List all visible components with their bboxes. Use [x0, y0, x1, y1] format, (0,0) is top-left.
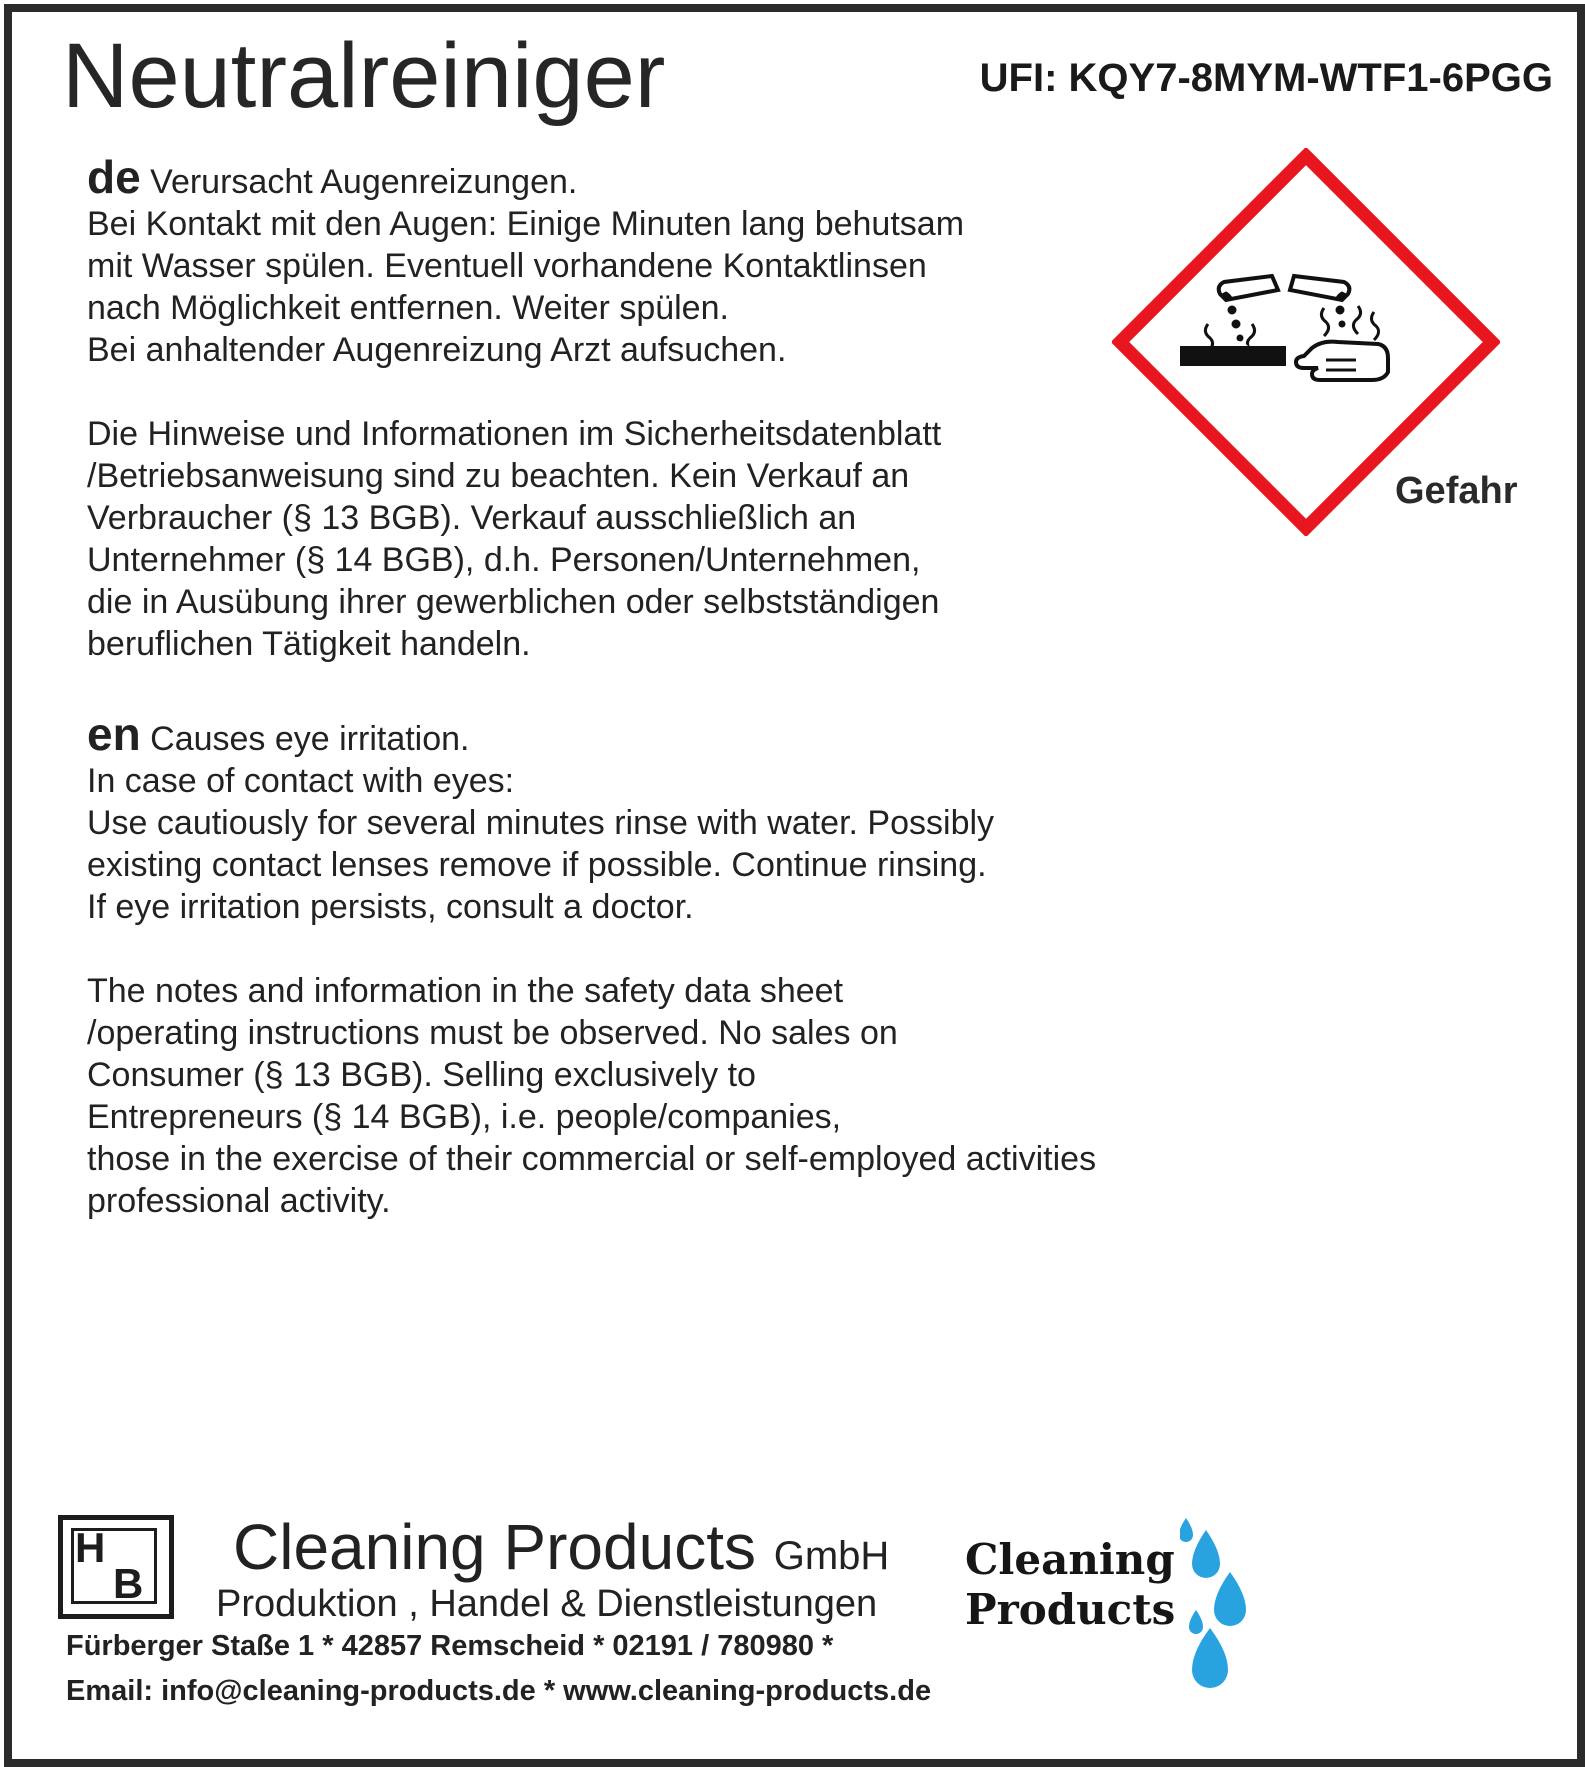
german-line-12: beruflichen Tätigkeit handeln. [87, 625, 531, 663]
german-line-3: mit Wasser spülen. Eventuell vorhandene Kontaktlinsen [87, 247, 927, 285]
english-line-2: In case of contact with eyes: [87, 762, 515, 800]
company-address: Fürberger Staße 1 * 42857 Remscheid * 02191 / 780980 * [66, 1630, 834, 1662]
german-line-5: Bei anhaltender Augenreizung Arzt aufsuchen. [87, 331, 787, 369]
company-suffix: GmbH [773, 1534, 890, 1578]
english-section [87, 708, 1097, 1222]
signal-word: Gefahr [1395, 470, 1518, 512]
english-line-1: en Causes eye irritation. [87, 708, 470, 760]
logo-line-1: Cleaning [965, 1535, 1175, 1584]
german-line-1: de Verursacht Augenreizungen. [87, 151, 578, 203]
german-line-4: nach Möglichkeit entfernen. Weiter spülen. [87, 289, 729, 327]
product-title: Neutralreiniger [62, 25, 666, 127]
english-line-9: Consumer (§ 13 BGB). Selling exclusively to [87, 1056, 756, 1094]
english-line-5: If eye irritation persists, consult a doctor. [87, 888, 694, 926]
ufi-code: UFI: KQY7-8MYM-WTF1-6PGG [979, 56, 1553, 100]
german-line-2: Bei Kontakt mit den Augen: Einige Minuten lang behutsam [87, 205, 965, 243]
english-spacer [87, 928, 1096, 970]
english-line-4: existing contact lenses remove if possible. Continue rinsing. [87, 846, 987, 884]
german-line-9: Verbraucher (§ 13 BGB). Verkauf ausschließlich an [87, 499, 857, 537]
german-line-10: Unternehmer (§ 14 BGB), d.h. Personen/Unternehmen, [87, 541, 921, 579]
german-line-7: Die Hinweise und Informationen im Sicherheitsdatenblatt [87, 415, 942, 453]
german-line-11: die in Ausübung ihrer gewerblichen oder selbstständigen [87, 583, 940, 621]
water-drops-icon [1180, 1510, 1260, 1700]
english-line-10: Entrepreneurs (§ 14 BGB), i.e. people/companies, [87, 1098, 842, 1136]
hb-logo-h: H [75, 1524, 106, 1571]
english-line-7: The notes and information in the safety data sheet [87, 972, 844, 1010]
logo-line-2: Products [965, 1585, 1176, 1634]
company-name: Cleaning Products GmbH [233, 1511, 890, 1583]
german-spacer [87, 371, 964, 413]
hb-logo [58, 1515, 174, 1619]
english-line-12: professional activity. [87, 1182, 391, 1220]
lang-code-en: en [87, 708, 141, 760]
german-section [87, 151, 965, 665]
cleaning-products-logo [965, 1535, 1175, 1635]
english-line-8: /operating instructions must be observed. No sales on [87, 1014, 898, 1052]
lang-code-de: de [87, 151, 141, 203]
company-tagline: Produktion , Handel & Dienstleistungen [216, 1583, 878, 1625]
company-contact: Email: info@cleaning-products.de * www.cleaning-products.de [66, 1675, 932, 1707]
german-line-8: /Betriebsanweisung sind zu beachten. Kein Verkauf an [87, 457, 910, 495]
hb-logo-b: B [113, 1560, 144, 1607]
english-line-3: Use cautiously for several minutes rinse with water. Possibly [87, 804, 995, 842]
english-line-11: those in the exercise of their commercial or self-employed activities [87, 1140, 1097, 1178]
